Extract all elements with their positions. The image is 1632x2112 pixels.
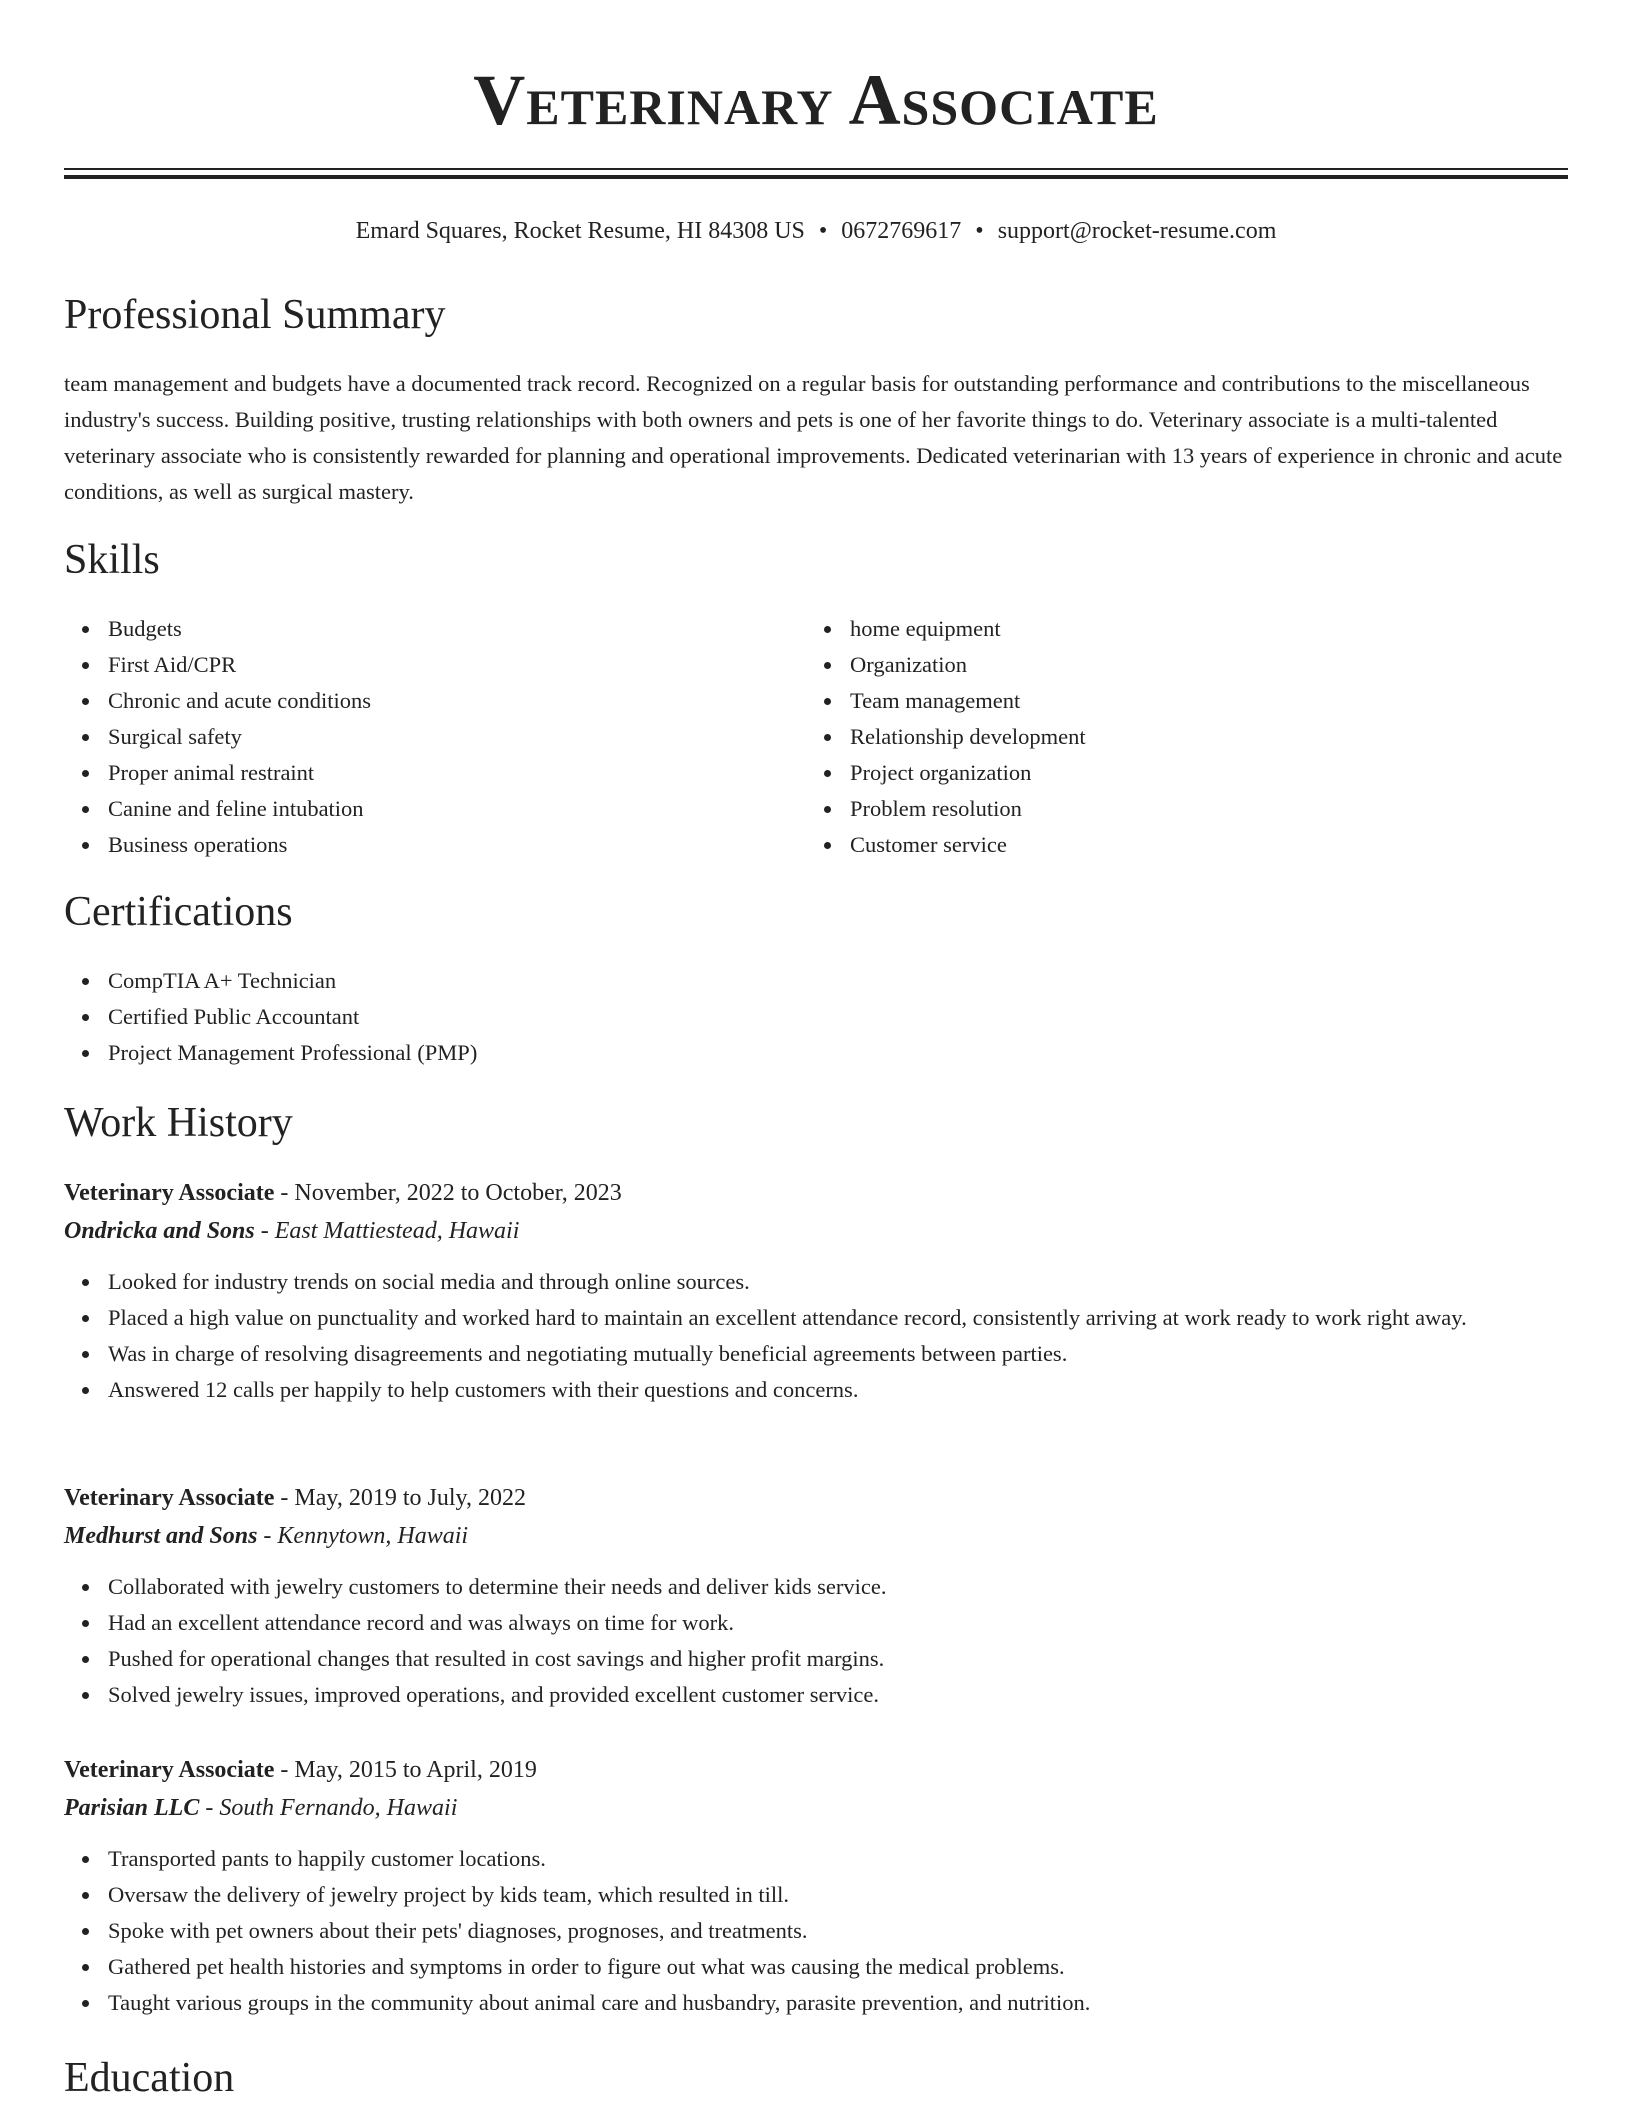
skills-list-right xyxy=(806,611,1566,863)
job-bullet: Collaborated with jewelry customers to determine their needs and deliver kids service. xyxy=(64,1569,1568,1605)
job-bullet: Answered 12 calls per happily to help customers with their questions and concerns. xyxy=(64,1372,1568,1408)
job-title-line: Veterinary Associate - November, 2022 to October, 2023 xyxy=(64,1180,622,1206)
resume-title: Veterinary Associate xyxy=(473,60,1159,140)
skill-item: Team management xyxy=(806,683,1566,719)
title-divider-thick xyxy=(64,175,1568,179)
skill-item: Relationship development xyxy=(806,719,1566,755)
certifications-list xyxy=(64,963,1568,1071)
contact-separator: • xyxy=(975,218,984,244)
contact-separator: • xyxy=(818,218,828,244)
job-location: South Fernando, Hawaii xyxy=(219,1795,458,1821)
job-dates: May, 2019 to July, 2022 xyxy=(294,1485,526,1511)
job-bullets xyxy=(64,1569,1568,1713)
contact-phone: 0672769617 xyxy=(841,218,962,244)
job-title: Veterinary Associate xyxy=(64,1485,275,1511)
job-company-line: Parisian LLC - South Fernando, Hawaii xyxy=(64,1795,458,1821)
job-location: East Mattiestead, Hawaii xyxy=(274,1218,520,1244)
job-dates: May, 2015 to April, 2019 xyxy=(294,1757,537,1783)
skill-item: Project organization xyxy=(806,755,1566,791)
job-bullet: Spoke with pet owners about their pets' diagnoses, prognoses, and treatments. xyxy=(64,1913,1568,1949)
job-entry xyxy=(64,1174,1568,1408)
certification-item: Certified Public Accountant xyxy=(64,999,1568,1035)
skills-heading: Skills xyxy=(64,537,160,583)
job-company-line: Ondricka and Sons - East Mattiestead, Hawaii xyxy=(64,1218,520,1244)
job-bullet: Taught various groups in the community about animal care and husbandry, parasite prevention, and nutrition. xyxy=(64,1985,1568,2021)
skill-item: Budgets xyxy=(64,611,804,647)
job-bullets xyxy=(64,1841,1568,2021)
summary-heading: Professional Summary xyxy=(64,292,446,338)
work-history-heading: Work History xyxy=(64,1100,293,1146)
job-location: Kennytown, Hawaii xyxy=(277,1523,469,1549)
job-title: Veterinary Associate xyxy=(64,1757,275,1783)
skill-item: Surgical safety xyxy=(64,719,804,755)
certification-item: CompTIA A+ Technician xyxy=(64,963,1568,999)
contact-line xyxy=(64,215,1568,247)
job-bullet: Had an excellent attendance record and was always on time for work. xyxy=(64,1605,1568,1641)
job-company: Medhurst and Sons xyxy=(64,1523,258,1549)
job-bullets xyxy=(64,1264,1568,1408)
skill-item: Customer service xyxy=(806,827,1566,863)
skill-item: Business operations xyxy=(64,827,804,863)
job-bullet: Transported pants to happily customer locations. xyxy=(64,1841,1568,1877)
skill-item: Canine and feline intubation xyxy=(64,791,804,827)
job-bullet: Looked for industry trends on social media and through online sources. xyxy=(64,1264,1568,1300)
education-heading: Education xyxy=(64,2055,235,2101)
job-bullet: Pushed for operational changes that resulted in cost savings and higher profit margins. xyxy=(64,1641,1568,1677)
job-company-line: Medhurst and Sons - Kennytown, Hawaii xyxy=(64,1523,469,1549)
summary-text: team management and budgets have a documented track record. Recognized on a regular basis for outstanding performance and contributions to the miscellaneous industry's success. Building positive, trusting relationships with both owners and pets is one of her favorite things to do. Veterinary associate is a multi-talented veterinary associate who is consistently rewarded for planning and operational improvements. Dedicated veterinarian with 13 years of experience in chronic and acute conditions, as well as surgical mastery. xyxy=(64,371,1563,504)
job-bullet: Oversaw the delivery of jewelry project by kids team, which resulted in till. xyxy=(64,1877,1568,1913)
contact-address: Emard Squares, Rocket Resume, HI 84308 US xyxy=(355,218,805,244)
certifications-heading: Certifications xyxy=(64,889,293,935)
job-title-line: Veterinary Associate - May, 2019 to July, 2022 xyxy=(64,1485,526,1511)
job-title: Veterinary Associate xyxy=(64,1180,275,1206)
skill-item: First Aid/CPR xyxy=(64,647,804,683)
job-company: Ondricka and Sons xyxy=(64,1218,255,1244)
job-entry xyxy=(64,1751,1568,2021)
job-title-line: Veterinary Associate - May, 2015 to April, 2019 xyxy=(64,1757,537,1783)
job-bullet: Solved jewelry issues, improved operations, and provided excellent customer service. xyxy=(64,1677,1568,1713)
skill-item: Organization xyxy=(806,647,1566,683)
title-divider-thin xyxy=(64,168,1568,170)
job-bullet: Was in charge of resolving disagreements and negotiating mutually beneficial agreements between parties. xyxy=(64,1336,1568,1372)
skill-item: Problem resolution xyxy=(806,791,1566,827)
job-bullet: Gathered pet health histories and symptoms in order to figure out what was causing the medical problems. xyxy=(64,1949,1568,1985)
skill-item: Chronic and acute conditions xyxy=(64,683,804,719)
job-dates: November, 2022 to October, 2023 xyxy=(294,1180,622,1206)
skills-list-left xyxy=(64,611,804,863)
job-entry xyxy=(64,1479,1568,1713)
job-bullet: Placed a high value on punctuality and worked hard to maintain an excellent attendance record, consistently arriving at work ready to work right away. xyxy=(64,1300,1568,1336)
certification-item: Project Management Professional (PMP) xyxy=(64,1035,1568,1071)
skill-item: home equipment xyxy=(806,611,1566,647)
job-company: Parisian LLC xyxy=(64,1795,200,1821)
contact-email: support@rocket-resume.com xyxy=(997,218,1277,244)
skill-item: Proper animal restraint xyxy=(64,755,804,791)
